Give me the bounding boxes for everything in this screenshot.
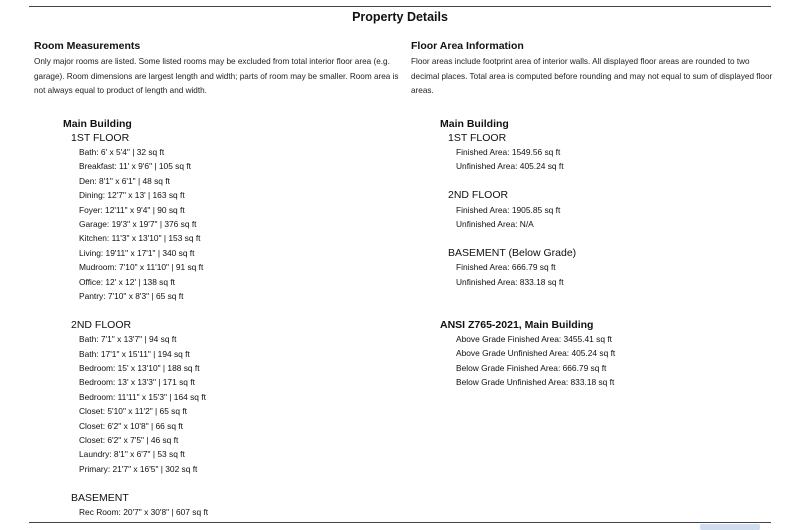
area-floor-heading-2nd: 2ND FLOOR <box>448 189 509 202</box>
room-measurements-note: Only major rooms are listed. Some listed rooms may be excluded from total interior floor area (e.g. garage). Room dimensions are largest length and width; parts of room may be smaller. Room area is not always equal to product of length and width. <box>34 57 399 95</box>
room-item: Closet: 5'10" x 11'2" | 65 sq ft <box>79 406 187 417</box>
room-item: Bath: 6' x 5'4" | 32 sq ft <box>79 146 165 157</box>
unfinished-area: Unfinished Area: 833.18 sq ft <box>456 276 564 287</box>
footer-logo-fragment <box>700 524 760 530</box>
room-item: Mudroom: 7'10" x 11'10" | 91 sq ft <box>79 262 204 273</box>
ansi-line: Above Grade Finished Area: 3455.41 sq ft <box>456 333 612 344</box>
finished-area: Finished Area: 1905.85 sq ft <box>456 204 561 215</box>
unfinished-area: Unfinished Area: 405.24 sq ft <box>456 161 564 172</box>
ansi-line: Above Grade Unfinished Area: 405.24 sq ft <box>456 348 616 359</box>
finished-area: Finished Area: 666.79 sq ft <box>456 262 556 273</box>
floor-heading-2nd: 2ND FLOOR <box>71 318 132 331</box>
floor-area-section <box>411 40 776 389</box>
floor-area-building-title: Main Building <box>440 117 509 130</box>
room-item: Breakfast: 11' x 9'6" | 105 sq ft <box>79 161 192 172</box>
top-divider <box>29 6 771 7</box>
room-item: Bath: 17'1" x 15'11" | 194 sq ft <box>79 348 190 359</box>
room-item: Bath: 7'1" x 13'7" | 94 sq ft <box>79 334 177 345</box>
room-item: Living: 19'11" x 17'1" | 340 sq ft <box>79 247 195 258</box>
room-item: Closet: 6'2" x 7'5" | 46 sq ft <box>79 435 179 446</box>
room-item: Office: 12' x 12' | 138 sq ft <box>79 276 176 287</box>
floor-area-note: Floor areas include footprint area of interior walls. All displayed floor areas are rounded to two decimal places. Total area is computed before rounding and may not equal to sum of displayed floor areas. <box>411 57 773 95</box>
floor-area-heading: Floor Area Information <box>411 40 524 52</box>
ansi-heading: ANSI Z765-2021, Main Building <box>440 318 594 331</box>
room-item: Primary: 21'7" x 16'5" | 302 sq ft <box>79 463 198 474</box>
unfinished-area: Unfinished Area: N/A <box>456 218 534 229</box>
floor-heading-basement: BASEMENT <box>71 491 129 504</box>
room-building-title: Main Building <box>63 117 132 130</box>
page-title: Property Details <box>352 10 448 24</box>
finished-area: Finished Area: 1549.56 sq ft <box>456 146 561 157</box>
area-floor-heading-1st: 1ST FLOOR <box>448 131 507 144</box>
room-item: Foyer: 12'11" x 9'4" | 90 sq ft <box>79 204 185 215</box>
room-item: Laundry: 8'1" x 6'7" | 53 sq ft <box>79 449 185 460</box>
ansi-line: Below Grade Unfinished Area: 833.18 sq ft <box>456 376 615 387</box>
ansi-line: Below Grade Finished Area: 666.79 sq ft <box>456 362 607 373</box>
floor-heading-1st: 1ST FLOOR <box>71 131 130 144</box>
room-item: Kitchen: 11'3" x 13'10" | 153 sq ft <box>79 233 201 244</box>
room-item: Rec Room: 20'7" x 30'8" | 607 sq ft <box>79 507 209 518</box>
room-item: Closet: 6'2" x 10'8" | 66 sq ft <box>79 420 183 431</box>
bottom-divider <box>29 522 771 523</box>
room-measurements-heading: Room Measurements <box>34 40 141 52</box>
room-item: Bedroom: 11'11" x 15'3" | 164 sq ft <box>79 391 206 402</box>
room-item: Garage: 19'3" x 19'7" | 376 sq ft <box>79 218 197 229</box>
room-item: Bedroom: 13' x 13'3" | 171 sq ft <box>79 377 195 388</box>
room-item: Dining: 12'7" x 13' | 163 sq ft <box>79 190 185 201</box>
room-measurements-section <box>34 40 404 519</box>
room-item: Den: 8'1" x 6'1" | 48 sq ft <box>79 175 170 186</box>
room-item: Pantry: 7'10" x 8'3" | 65 sq ft <box>79 290 184 301</box>
area-floor-heading-basement: BASEMENT (Below Grade) <box>448 246 577 259</box>
room-item: Bedroom: 15' x 13'10" | 188 sq ft <box>79 362 200 373</box>
